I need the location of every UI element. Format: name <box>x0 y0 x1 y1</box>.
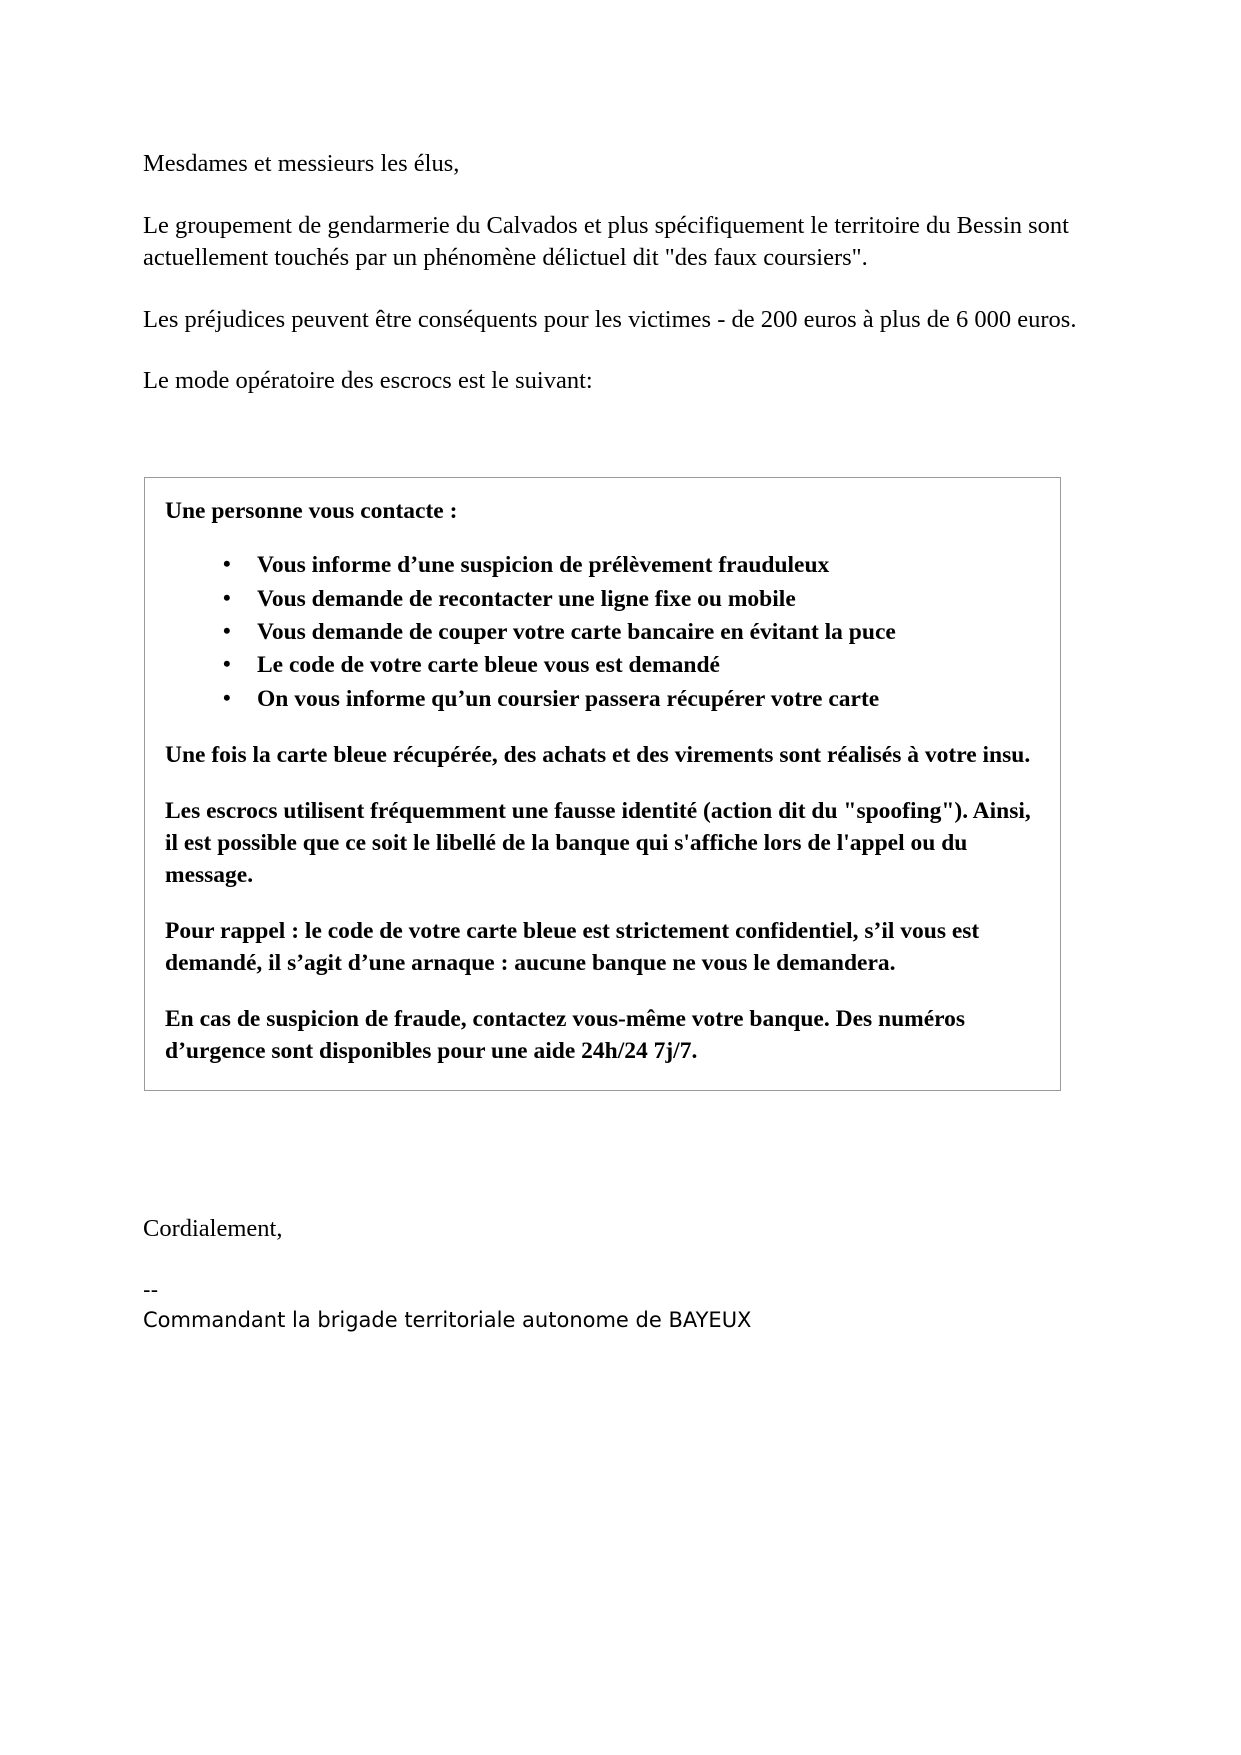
closing-salutation: Cordialement, <box>143 1214 283 1242</box>
salutation: Mesdames et messieurs les élus, <box>143 150 460 177</box>
list-item: • Vous demande de recontacter une ligne fixe ou mobile <box>223 583 1040 616</box>
signature-separator: -- <box>143 1277 159 1302</box>
list-item: • On vous informe qu’un coursier passera récupérer votre carte <box>223 683 1040 716</box>
spacer <box>143 425 1093 477</box>
list-item: • Le code de votre carte bleue vous est demandé <box>223 649 1040 682</box>
list-item: • Vous informe d’une suspicion de prélèvement frauduleux <box>223 549 1040 582</box>
notice-box <box>144 477 1061 1090</box>
notice-paragraph-reminder: Pour rappel : le code de votre carte bleue est strictement confidentiel, s’il vous est demandé, il s’agit d’une arnaque : aucune banque ne vous le demandera. <box>165 917 980 976</box>
intro-paragraph: Le groupement de gendarmerie du Calvados et plus spécifiquement le territoire du Bessin sont actuellement touchés par un phénomène délictuel dit "des faux coursiers". <box>143 211 1069 271</box>
notice-paragraph-emergency: En cas de suspicion de fraude, contactez vous-même votre banque. Des numéros d’urgence sont disponibles pour une aide 24h/24 7j/7. <box>165 1005 966 1064</box>
notice-paragraph-consequences: Une fois la carte bleue récupérée, des achats et des virements sont réalisés à votre insu. <box>165 742 1031 769</box>
notice-bullet-list <box>165 549 1040 716</box>
signature-block <box>143 1275 1093 1336</box>
notice-title: Une personne vous contacte : <box>165 498 458 525</box>
document-body <box>143 148 1093 1335</box>
damages-paragraph: Les préjudices peuvent être conséquents pour les victimes - de 200 euros à plus de 6 000 euros. <box>143 305 1077 333</box>
signature-name: Commandant la brigade territoriale autonome de BAYEUX <box>143 1307 752 1332</box>
notice-paragraph-spoofing: Les escrocs utilisent fréquemment une fausse identité (action dit du "spoofing"). Ainsi, il est possible que ce soit le libellé de la banque qui s'affiche lors de l'appel ou du message. <box>165 797 1031 888</box>
closing-block <box>143 1213 1093 1336</box>
list-item: • Vous demande de couper votre carte bancaire en évitant la puce <box>223 616 1040 649</box>
modus-operandi-lead: Le mode opératoire des escrocs est le suivant: <box>143 367 593 395</box>
